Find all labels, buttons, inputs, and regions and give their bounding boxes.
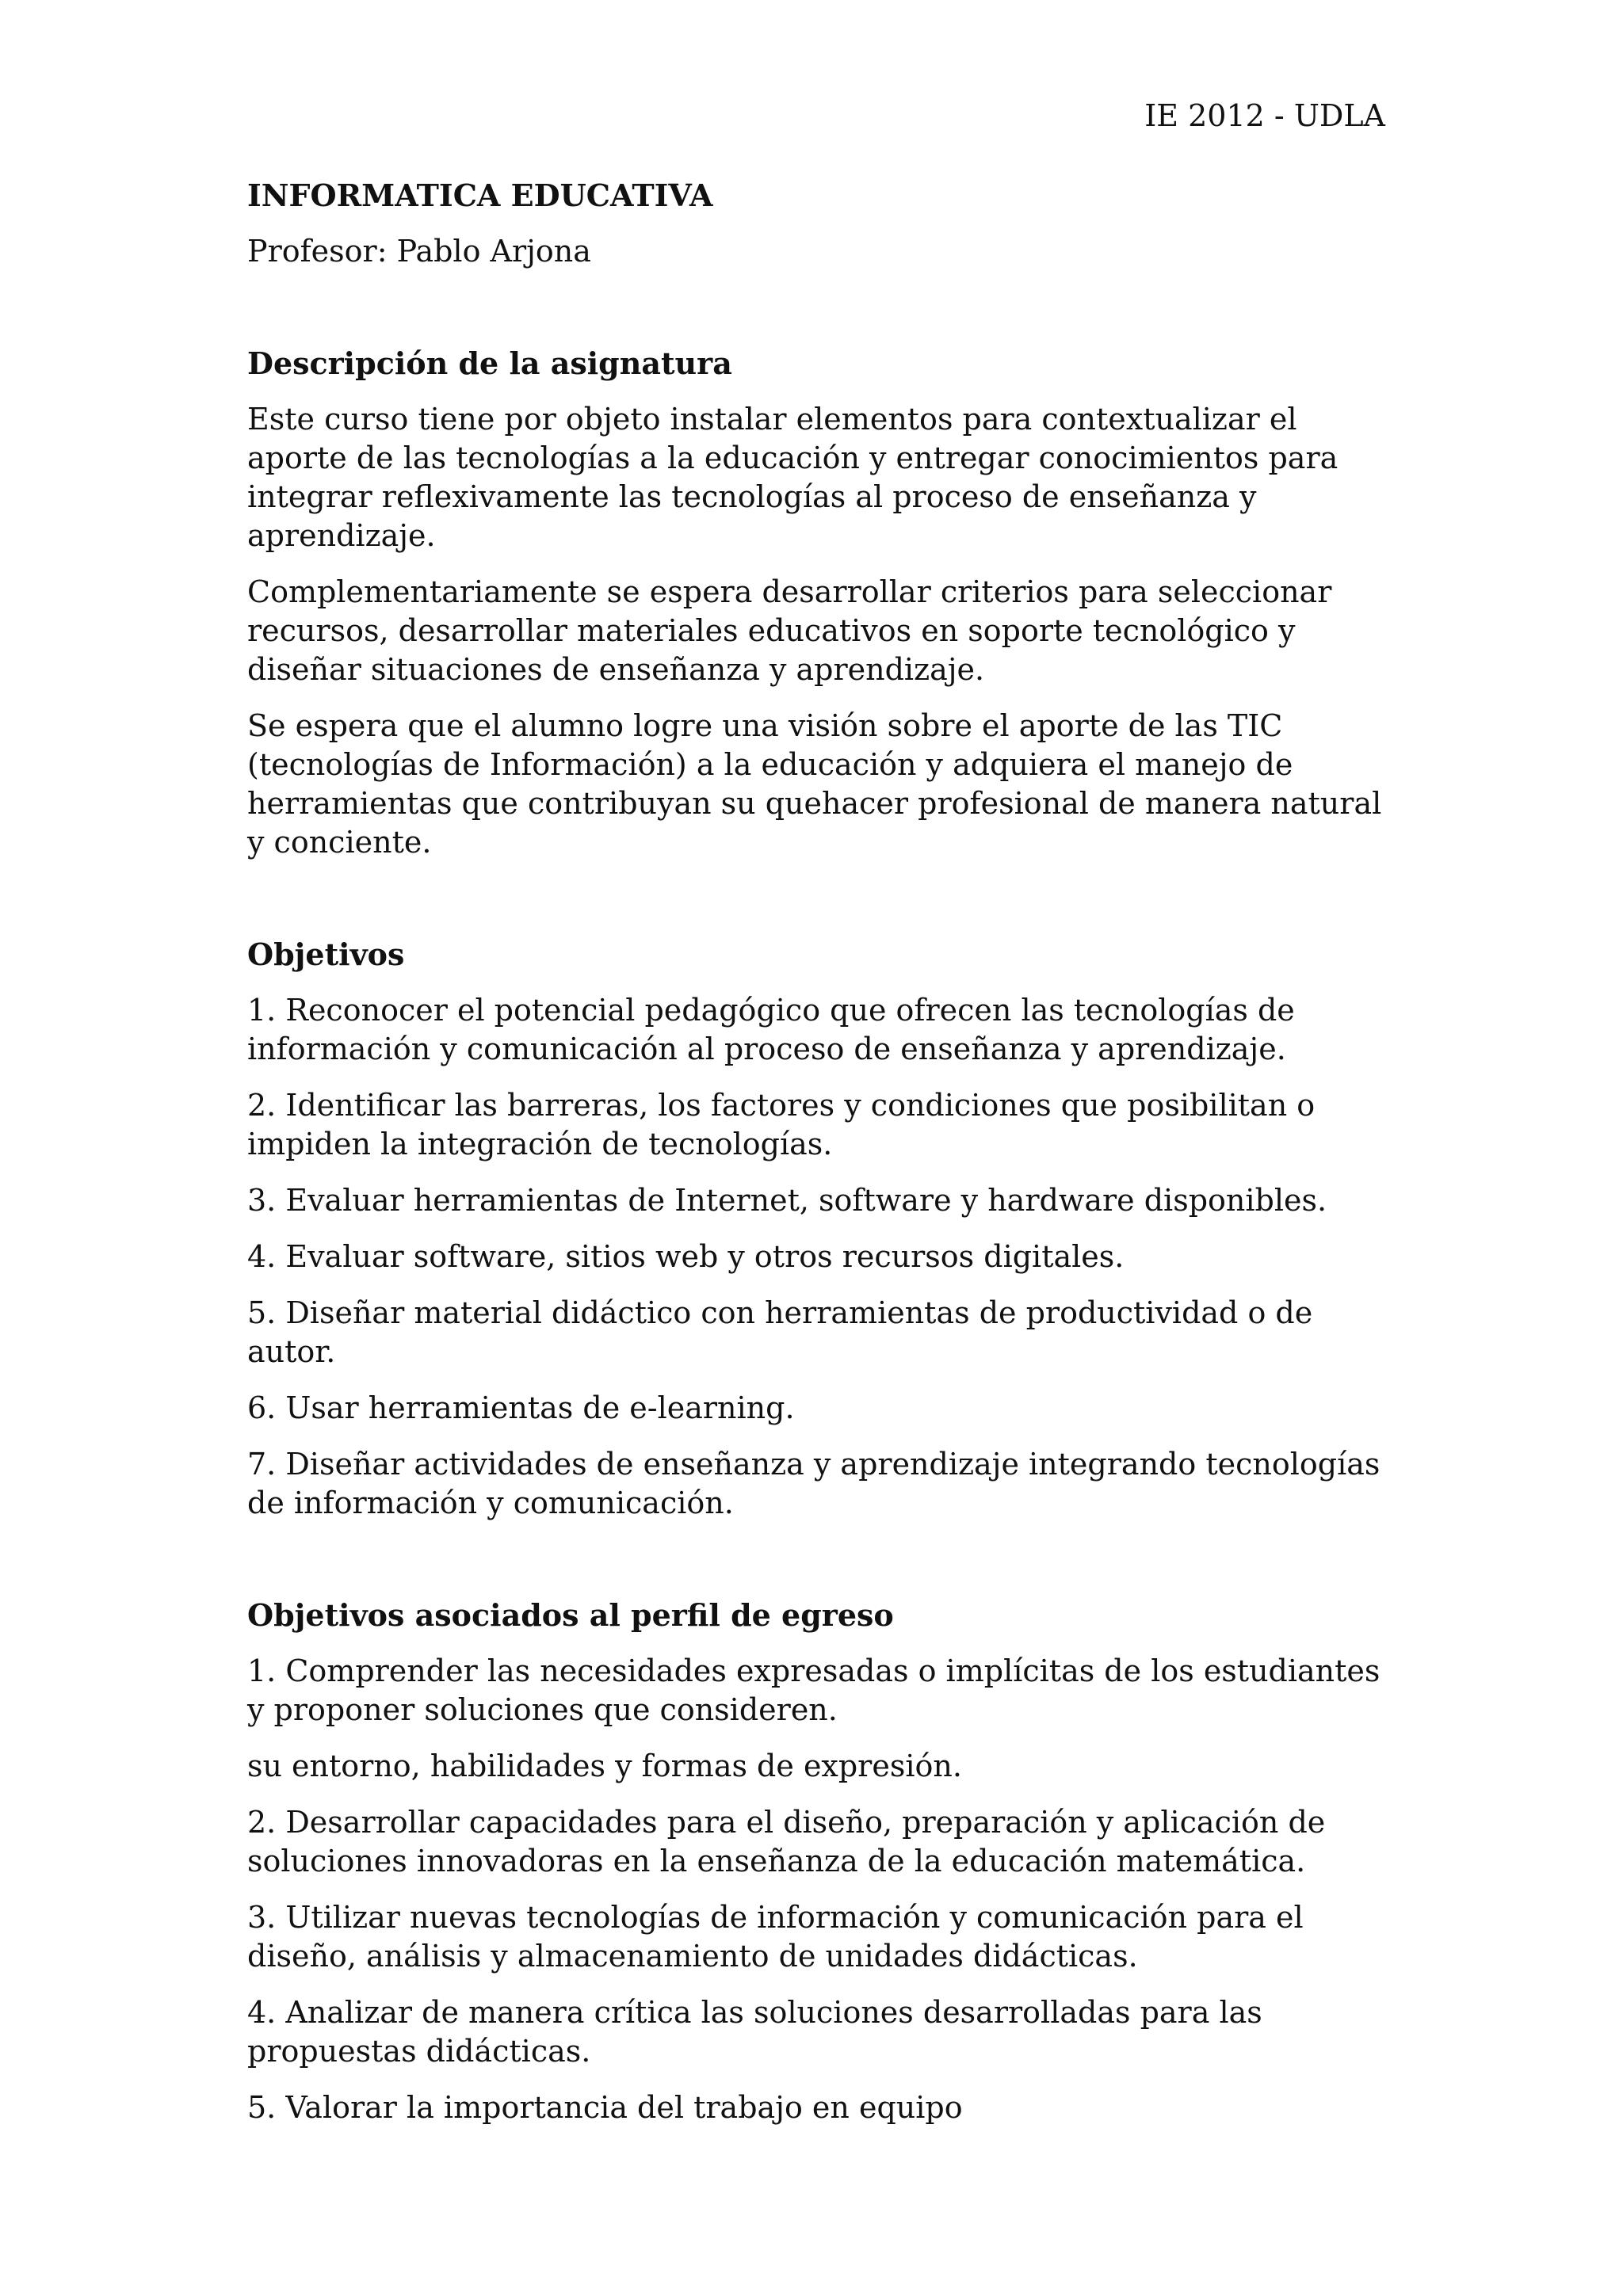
description-section	[247, 344, 1396, 862]
description-paragraph: Se espera que el alumno logre una visión sobre el aporte de las TIC (tecnologías de Información) a la educación y adquiera el manejo de herramientas que contribuyan su quehacer profesional de manera natural y conciente.	[247, 708, 1382, 860]
profile-objective-item: su entorno, habilidades y formas de expresión.	[247, 1749, 962, 1783]
course-title: INFORMATICA EDUCATIVA	[247, 177, 713, 213]
description-heading: Descripción de la asignatura	[247, 345, 732, 381]
professor-line: Profesor: Pablo Arjona	[247, 234, 591, 269]
objectives-heading: Objetivos	[247, 936, 405, 972]
page-header: IE 2012 - UDLA	[1144, 98, 1385, 133]
objective-item: 2. Identificar las barreras, los factores y condiciones que posibilitan o impiden la integración de tecnologías.	[247, 1088, 1316, 1161]
objective-item: 5. Diseñar material didáctico con herramientas de productividad o de autor.	[247, 1295, 1313, 1369]
document-body	[247, 176, 1396, 2145]
profile-objective-item: 1. Comprender las necesidades expresadas o implícitas de los estudiantes y proponer soluciones que consideren.	[247, 1653, 1381, 1727]
profile-objectives-heading: Objetivos asociados al perfil de egreso	[247, 1597, 894, 1633]
profile-objective-item: 4. Analizar de manera crítica las soluciones desarrolladas para las propuestas didácticas.	[247, 1995, 1262, 2069]
profile-objective-item: 5. Valorar la importancia del trabajo en equipo	[247, 2090, 963, 2125]
objective-item: 1. Reconocer el potencial pedagógico que ofrecen las tecnologías de información y comunicación al proceso de enseñanza y aprendizaje.	[247, 993, 1295, 1066]
objective-item: 4. Evaluar software, sitios web y otros recursos digitales.	[247, 1239, 1125, 1274]
objective-item: 7. Diseñar actividades de enseñanza y aprendizaje integrando tecnologías de información y comunicación.	[247, 1447, 1381, 1520]
objective-item: 3. Evaluar herramientas de Internet, software y hardware disponibles.	[247, 1183, 1327, 1218]
objective-item: 6. Usar herramientas de e-learning.	[247, 1390, 795, 1425]
profile-objective-item: 3. Utilizar nuevas tecnologías de información y comunicación para el diseño, análisis y almacenamiento de unidades didácticas.	[247, 1900, 1304, 1974]
profile-objectives-section	[247, 1596, 1396, 2127]
description-paragraph: Complementariamente se espera desarrollar criterios para seleccionar recursos, desarrollar materiales educativos en soporte tecnológico y diseñar situaciones de enseñanza y aprendizaje.	[247, 574, 1332, 687]
objectives-section	[247, 935, 1396, 1523]
description-paragraph: Este curso tiene por objeto instalar elementos para contextualizar el aporte de las tecnologías a la educación y entregar conocimientos para integrar reflexivamente las tecnologías al proceso de enseñanza y aprendizaje.	[247, 402, 1338, 553]
profile-objective-item: 2. Desarrollar capacidades para el diseño, preparación y aplicación de soluciones innovadoras en la enseñanza de la educación matemática.	[247, 1805, 1326, 1878]
